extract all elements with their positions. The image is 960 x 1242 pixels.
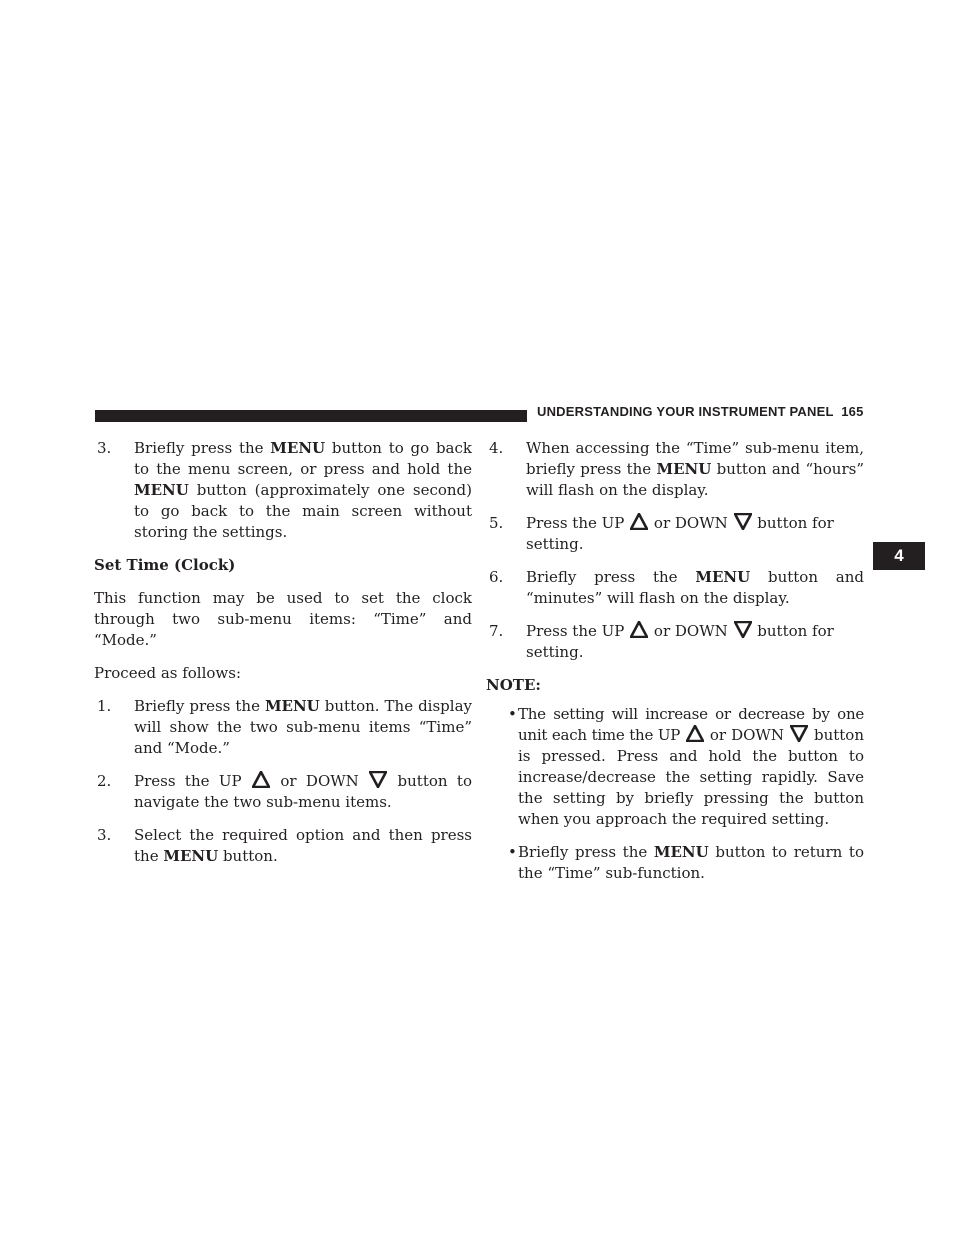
running-header xyxy=(537,404,867,419)
step-7: 7. Press the UP or DOWN button for setting. xyxy=(489,622,834,661)
intro-paragraph: This function may be used to set the clock through two sub-menu items: “Time” and “Mode.” xyxy=(94,589,472,649)
down-arrow-icon xyxy=(369,771,387,788)
down-arrow-icon xyxy=(734,621,752,638)
step-6: 6. Briefly press the MENU button and “minutes” will flash on the display. xyxy=(489,568,864,607)
left-column xyxy=(94,438,472,879)
step-4: 4. When accessing the “Time” sub-menu item, briefly press the MENU button and “hours” will flash on the display. xyxy=(489,439,865,499)
down-arrow-icon xyxy=(734,513,752,530)
bullet-icon: • xyxy=(508,705,517,723)
proceed-text: Proceed as follows: xyxy=(94,664,242,682)
step-3-menu: 3. Briefly press the MENU button to go back to the menu screen, or press and hold the MENU button (approximately one second) to go back to the main screen without storing the settings. xyxy=(97,439,472,541)
step-3-select: 3. Select the required option and then press the MENU button. xyxy=(97,826,472,865)
page-number: 165 xyxy=(841,404,864,419)
down-arrow-icon xyxy=(790,725,808,742)
note-bullet-1: • The setting will increase or decrease by one unit each time the UP or DOWN button is pressed. Press and hold the button to increase/decrease the setting rapidly. Save the setting by briefly pressing the button when you approach the required setting. xyxy=(508,705,864,828)
up-arrow-icon xyxy=(630,513,648,530)
bullet-icon: • xyxy=(508,843,517,861)
up-arrow-icon xyxy=(630,621,648,638)
step-2: 2. Press the UP or DOWN button to navigate the two sub-menu items. xyxy=(97,772,472,811)
up-arrow-icon xyxy=(252,771,270,788)
right-column xyxy=(486,438,864,896)
step-5: 5. Press the UP or DOWN button for setting. xyxy=(489,514,834,553)
note-label: NOTE: xyxy=(486,676,541,694)
section-title: UNDERSTANDING YOUR INSTRUMENT PANEL xyxy=(537,404,834,419)
header-rule xyxy=(95,410,527,422)
up-arrow-icon xyxy=(686,725,704,742)
chapter-tab: 4 xyxy=(873,542,925,570)
note-bullet-2: • Briefly press the MENU button to return to the “Time” sub-function. xyxy=(508,843,864,882)
step-1: 1. Briefly press the MENU button. The display will show the two sub-menu items “Time” and “Mode.” xyxy=(97,697,472,757)
section-heading: Set Time (Clock) xyxy=(94,556,236,574)
